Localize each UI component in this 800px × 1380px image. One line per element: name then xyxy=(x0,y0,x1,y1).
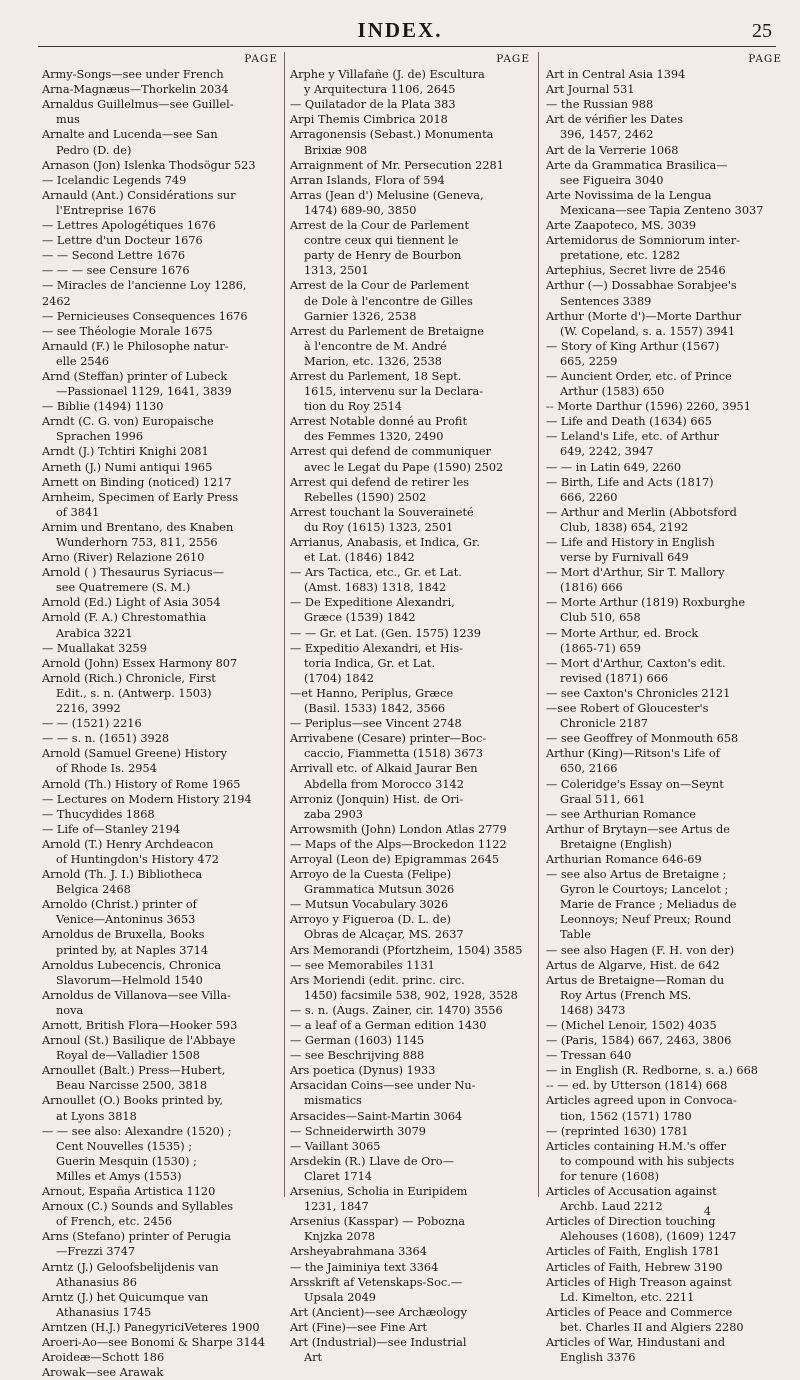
index-entry-line: Arowak—see Arawak xyxy=(42,1366,164,1380)
index-entry-line: Arnoullet (Balt.) Press—Hubert, xyxy=(42,1064,226,1078)
index-entry-line: — Auncient Order, etc. of Prince xyxy=(546,369,732,383)
index-entry-line: — see Arthurian Romance xyxy=(546,807,696,821)
index-entry-line: Arnoux (C.) Sounds and Syllables xyxy=(42,1200,234,1214)
index-entry-line: Arsheyabrahmana 3364 xyxy=(290,1245,427,1259)
index-entry-line: Arnason (Jon) Islenka Thodsögur 523 xyxy=(42,158,256,172)
index-entry-line: Club 510, 658 xyxy=(560,611,641,625)
index-entry-line: — Birth, Life and Acts (1817) xyxy=(546,475,714,489)
index-entry-line: Gyron le Courtoys; Lancelot ; xyxy=(560,883,729,897)
index-entry-line: — see Memorabiles 1131 xyxy=(290,958,435,972)
index-entry-line: Obras de Alcaçar, MS. 2637 xyxy=(304,928,464,942)
index-entry-line: contre ceux qui tiennent le xyxy=(304,234,459,248)
index-entry-line: y Arquitectura 1106, 2645 xyxy=(304,83,456,97)
index-entry-line: Arnott, British Flora—Hooker 593 xyxy=(42,1019,238,1032)
index-entry-line: Arnold ( ) Thesaurus Syriacus— xyxy=(42,566,225,580)
index-entry-line: Arsacidan Coins—see under Nu- xyxy=(290,1079,476,1093)
index-entry-line: Royal de—Valladier 1508 xyxy=(56,1049,200,1063)
index-entry-line: — Ars Tactica, etc., Gr. et Lat. xyxy=(290,566,462,580)
index-entry-line: Arna-Magnæus—Thorkelin 2034 xyxy=(42,83,229,97)
index-entry-line: 1313, 2501 xyxy=(304,264,369,278)
index-entry-line: — German (1603) 1145 xyxy=(290,1034,425,1048)
index-entry-line: — Life of—Stanley 2194 xyxy=(42,822,181,836)
index-entry-line: — Tressan 640 xyxy=(546,1049,632,1063)
index-entry-line: Arte Zaapoteco, MS. 3039 xyxy=(546,219,697,233)
index-entry-line: Art (Fine)—see Fine Art xyxy=(290,1320,428,1334)
index-entry-line: Slavorum—Helmold 1540 xyxy=(56,973,203,987)
index-entry-line: Arntzen (H.J.) PanegyriciVeteres 1900 xyxy=(42,1320,260,1334)
index-entry-line: Army-Songs—see under French xyxy=(42,68,224,82)
index-entry-line: Arnold (Ed.) Light of Asia 3054 xyxy=(42,596,221,610)
index-entry-line: Arthur (—) Dossabhae Sorabjee's xyxy=(546,279,737,293)
index-entry-line: (W. Copeland, s. a. 1557) 3941 xyxy=(560,324,736,338)
column-page-label: PAGE xyxy=(244,53,278,65)
index-entry-line: Arns (Stefano) printer of Perugia xyxy=(42,1230,231,1244)
index-entry-line: — Maps of the Alps—Brockedon 1122 xyxy=(290,837,507,851)
index-entry-line: Leonnoys; Neuf Preux; Round xyxy=(560,913,732,927)
index-entry-line: — Thucydides 1868 xyxy=(42,807,155,821)
index-entry-line: Archb. Laud 2212 xyxy=(560,1200,663,1214)
index-entry-line: — — see also: Alexandre (1520) ; xyxy=(42,1124,232,1138)
index-entry-line: Arnauld (F.) le Philosophe natur- xyxy=(42,339,229,353)
index-entry-line: Guerin Mesquin (1530) ; xyxy=(56,1154,197,1168)
index-entry-line: Arnoul (St.) Basilique de l'Abbaye xyxy=(42,1034,236,1048)
index-entry-line: mus xyxy=(56,113,80,127)
index-entry-line: of Rhode Is. 2954 xyxy=(56,762,157,776)
index-entry-line: — — — see Censure 1676 xyxy=(42,264,190,278)
index-entry-line: Graal 511, 661 xyxy=(560,792,646,806)
index-entry-line: (1865-71) 659 xyxy=(560,641,641,655)
index-entry-line: Arnold (Th.) History of Rome 1965 xyxy=(42,777,241,791)
index-entry-line: — Muallakat 3259 xyxy=(42,641,147,655)
index-column-2 xyxy=(290,52,530,1365)
index-entry-line: caccio, Fiammetta (1518) 3673 xyxy=(304,747,483,761)
index-entry-line: pretatione, etc. 1282 xyxy=(560,249,681,263)
index-entry-line: zaba 2903 xyxy=(304,807,363,821)
index-entry-line: see Quatremere (S. M.) xyxy=(56,581,191,595)
column-divider xyxy=(538,52,539,1197)
index-entry-line: Marie de France ; Meliadus de xyxy=(560,898,737,912)
index-entry-line: Arroyo y Figueroa (D. L. de) xyxy=(290,913,451,927)
index-entry-line: Artus de Algarve, Hist. de 642 xyxy=(546,958,720,972)
index-entry-line: —Passionael 1129, 1641, 3839 xyxy=(56,385,232,399)
index-entry-line: Articles of Peace and Commerce xyxy=(546,1305,733,1319)
index-entry-line: Art de vérifier les Dates xyxy=(546,113,683,127)
index-entry-line: Articles of High Treason against xyxy=(546,1275,732,1289)
index-entry-line: Arnoldo (Christ.) printer of xyxy=(42,898,197,912)
index-entry-line: Græce (1539) 1842 xyxy=(304,611,416,625)
index-entry-line: 1468) 3473 xyxy=(560,1003,626,1017)
column-page-label: PAGE xyxy=(496,53,530,65)
index-entry-line: Arphe y Villafañe (J. de) Escultura xyxy=(290,68,485,82)
index-entry-line: toria Indica, Gr. et Lat. xyxy=(304,656,436,670)
index-entry-line: elle 2546 xyxy=(56,354,109,368)
index-entry-line: — Periplus—see Vincent 2748 xyxy=(290,717,462,731)
index-entry-line: Abdella from Morocco 3142 xyxy=(304,777,464,791)
index-entry-line: Arrest qui defend de retirer les xyxy=(290,475,470,489)
index-entry-line: Arsenius (Kasspar) — Pobozna xyxy=(290,1215,465,1229)
index-entry-line: Edit., s. n. (Antwerp. 1503) xyxy=(56,686,212,700)
index-entry-line: Brixiæ 908 xyxy=(304,143,368,157)
index-entry-line: (Amst. 1683) 1318, 1842 xyxy=(304,581,447,595)
index-entry-line: Artus de Bretaigne—Roman du xyxy=(546,973,725,987)
index-entry-line: Art (Ancient)—see Archæology xyxy=(290,1305,468,1319)
index-entry-line: Arneth (J.) Numi antiqui 1965 xyxy=(42,460,213,474)
index-entry-line: Mexicana—see Tapia Zenteno 3037 xyxy=(560,203,764,217)
index-entry-line: Arras (Jean d') Melusine (Geneva, xyxy=(290,188,484,202)
index-entry-line: Bretaigne (English) xyxy=(560,837,672,851)
index-entry-line: Arntz (J.) Geloofsbelijdenis van xyxy=(42,1260,219,1274)
index-entry-line: Beau Narcisse 2500, 3818 xyxy=(56,1079,208,1093)
index-entry-line: Articles of War, Hindustani and xyxy=(546,1335,726,1349)
index-entry-line: Art xyxy=(304,1351,323,1365)
index-entry-line: Arrivall etc. of Alkaid Jaurar Ben xyxy=(290,762,478,776)
index-entry-line: Arnheim, Specimen of Early Press xyxy=(42,490,238,504)
index-entry-line: Arnold (T.) Henry Archdeacon xyxy=(42,837,214,851)
index-entry-line: — Expeditio Alexandri, et His- xyxy=(290,641,463,655)
index-entry-line: — see Théologie Morale 1675 xyxy=(42,324,213,338)
index-entry-line: — see Geoffrey of Monmouth 658 xyxy=(546,732,739,746)
index-entry-line: Arrivabene (Cesare) printer—Boc- xyxy=(290,732,487,746)
index-entry-line: Rebelles (1590) 2502 xyxy=(304,490,427,504)
index-entry-line: Arrest de la Cour de Parlement xyxy=(290,279,469,293)
index-entry-line: — Coleridge's Essay on—Seynt xyxy=(546,777,724,791)
index-entry-line: et Lat. (1846) 1842 xyxy=(304,551,415,565)
index-entry-line: Arnout, España Artistica 1120 xyxy=(42,1185,216,1199)
page-header xyxy=(0,12,800,44)
index-entry-line: Arnold (Samuel Greene) History xyxy=(42,747,227,761)
index-entry-line: Athanasius 1745 xyxy=(56,1305,152,1319)
index-entry-line: Pedro (D. de) xyxy=(56,143,132,157)
index-entry-line: Table xyxy=(560,928,591,942)
index-entry-line: —et Hanno, Periplus, Græce xyxy=(290,686,454,700)
index-entry-line: Arntz (J.) het Quicumque van xyxy=(42,1290,209,1304)
index-entry-line: Arroyo de la Cuesta (Felipe) xyxy=(290,868,452,882)
index-entry-line: de Dole à l'encontre de Gilles xyxy=(304,294,473,308)
index-entry-line: Arte da Grammatica Brasilica— xyxy=(546,158,728,172)
index-entry-line: Articles of Faith, English 1781 xyxy=(546,1245,721,1259)
index-entry-line: — (reprinted 1630) 1781 xyxy=(546,1124,689,1138)
index-entry-line: Aroeri-Ao—see Bonomi & Sharpe 3144 xyxy=(42,1335,266,1349)
index-entry-line: Arthur (King)—Ritson's Life of xyxy=(546,747,720,761)
index-entry-line: Articles of Faith, Hebrew 3190 xyxy=(546,1260,723,1274)
index-entry-line: Arnett on Binding (noticed) 1217 xyxy=(42,475,232,489)
index-entry-line: — Morte Arthur, ed. Brock xyxy=(546,626,699,640)
index-entry-line: Articles of Accusation against xyxy=(546,1185,717,1199)
index-entry-line: English 3376 xyxy=(560,1351,636,1365)
index-entry-line: of 3841 xyxy=(56,505,100,519)
index-entry-line: Arrest Notable donné au Profit xyxy=(290,415,467,429)
page-number: 25 xyxy=(752,20,772,42)
index-entry-line: — Mort d'Arthur, Sir T. Mallory xyxy=(546,566,725,580)
index-entry-line: to compound with his subjects xyxy=(560,1154,735,1168)
index-entry-line: Arthurian Romance 646-69 xyxy=(546,852,702,866)
index-entry-line: Sprachen 1996 xyxy=(56,430,144,444)
index-entry-line: Ars Memorandi (Pfortzheim, 1504) 3585 xyxy=(290,943,523,957)
index-entry-line: — a leaf of a German edition 1430 xyxy=(290,1019,487,1032)
index-entry-line: — — in Latin 649, 2260 xyxy=(546,460,682,474)
index-entry-line: avec le Legat du Pape (1590) 2502 xyxy=(304,460,504,474)
index-column-3 xyxy=(546,52,782,1365)
column-divider xyxy=(284,52,285,1197)
index-entry-line: -- — ed. by Utterson (1814) 668 xyxy=(546,1079,728,1093)
index-entry-line: Artephius, Secret livre de 2546 xyxy=(546,264,726,278)
index-entry-line: Garnier 1326, 2538 xyxy=(304,309,417,323)
index-entry-line: l'Entreprise 1676 xyxy=(56,203,156,217)
index-entry-line: — (Paris, 1584) 667, 2463, 3806 xyxy=(546,1034,732,1048)
index-entry-line: bet. Charles II and Algiers 2280 xyxy=(560,1320,744,1334)
index-entry-line: Claret 1714 xyxy=(304,1169,372,1183)
index-entry-line: Arrowsmith (John) London Atlas 2779 xyxy=(290,822,507,836)
index-entry-line: (1816) 666 xyxy=(560,581,623,595)
index-entry-line: Arsenius, Scholia in Euripidem xyxy=(290,1185,468,1199)
index-entry-line: Arnd (Steffan) printer of Lubeck xyxy=(42,369,228,383)
index-entry-line: Arnim und Brentano, des Knaben xyxy=(42,520,234,534)
index-entry-line: Athanasius 86 xyxy=(56,1275,137,1289)
index-entry-line: — see also Hagen (F. H. von der) xyxy=(546,943,735,957)
index-entry-line: Arroniz (Jonquin) Hist. de Ori- xyxy=(290,792,464,806)
index-entry-line: — — (1521) 2216 xyxy=(42,717,142,731)
index-entry-line: — Miracles de l'ancienne Loy 1286, 2462 xyxy=(42,279,247,308)
index-entry-line: -- Morte Darthur (1596) 2260, 3951 xyxy=(546,400,751,414)
index-entry-line: Arrest qui defend de communiquer xyxy=(290,445,491,459)
index-entry-line: Arrianus, Anabasis, et Indica, Gr. xyxy=(290,536,480,549)
index-entry-line: Arte Novissima de la Lengua xyxy=(546,188,712,202)
index-entry-line: Arnalte and Lucenda—see San xyxy=(42,128,218,142)
index-column-1 xyxy=(42,52,278,1380)
index-entry-line: Arrest de la Cour de Parlement xyxy=(290,219,469,233)
index-entry-line: 650, 2166 xyxy=(560,762,618,776)
index-entry-line: 1615, intervenu sur la Declara- xyxy=(304,385,484,399)
index-entry-line: Knjzka 2078 xyxy=(304,1230,376,1244)
index-entry-line: Venice—Antoninus 3653 xyxy=(56,913,196,927)
index-entry-line: Arndt (J.) Tchtiri Knighi 2081 xyxy=(42,445,209,459)
index-entry-line: Marion, etc. 1326, 2538 xyxy=(304,354,442,368)
index-entry-line: — Life and History in English xyxy=(546,536,715,549)
index-entry-line: Art (Industrial)—see Industrial xyxy=(290,1335,467,1349)
index-entry-line: Arpi Themis Cimbrica 2018 xyxy=(290,113,448,127)
index-entry-line: of French, etc. 2456 xyxy=(56,1215,173,1229)
index-entry-line: — Morte Arthur (1819) Roxburghe xyxy=(546,596,746,610)
index-entry-line: 1450) facsimile 538, 902, 1928, 3528 xyxy=(304,988,518,1002)
index-entry-line: see Figueira 3040 xyxy=(560,173,664,187)
index-entry-line: — Pernicieuses Consequences 1676 xyxy=(42,309,248,323)
index-entry-line: 1231, 1847 xyxy=(304,1200,369,1214)
index-entry-line: Arnold (John) Essex Harmony 807 xyxy=(42,656,238,670)
index-entry-line: Articles agreed upon in Convoca- xyxy=(546,1094,737,1108)
index-entry-line: —Frezzi 3747 xyxy=(56,1245,136,1259)
index-entry-line: Art de la Verrerie 1068 xyxy=(546,143,679,157)
index-entry-line: 396, 1457, 2462 xyxy=(560,128,654,142)
index-entry-line: Arthur (1583) 650 xyxy=(560,385,665,399)
index-entry-line: — Vaillant 3065 xyxy=(290,1139,381,1153)
index-entry-line: Arraignment of Mr. Persecution 2281 xyxy=(290,158,504,172)
index-entry-line: Arrest du Parlement de Bretaigne xyxy=(290,324,484,338)
index-entry-line: Arnoldus de Bruxella, Books xyxy=(42,928,205,942)
index-entry-line: Arno (River) Relazione 2610 xyxy=(42,551,205,565)
index-entry-line: — — Second Lettre 1676 xyxy=(42,249,186,263)
index-entry-line: of Huntingdon's History 472 xyxy=(56,852,219,866)
index-entry-line: Art Journal 531 xyxy=(546,83,635,97)
index-entry-line: Arnauld (Ant.) Considérations sur xyxy=(42,188,236,202)
index-entry-line: party de Henry de Bourbon xyxy=(304,249,462,263)
index-entry-line: Arthur of Brytayn—see Artus de xyxy=(546,822,730,836)
index-entry-line: Articles of Direction touching xyxy=(546,1215,716,1229)
index-entry-line: Arnoldus Lubecencis, Chronica xyxy=(42,958,222,972)
index-entry-line: Cent Nouvelles (1535) ; xyxy=(56,1139,193,1153)
index-entry-line: nova xyxy=(56,1003,84,1017)
index-entry-line: du Roy (1615) 1323, 2501 xyxy=(304,520,454,534)
index-entry-line: Arsdekin (R.) Llave de Oro— xyxy=(290,1154,454,1168)
index-entry-line: — De Expeditione Alexandri, xyxy=(290,596,455,610)
index-entry-line: Arran Islands, Flora of 594 xyxy=(290,173,445,187)
index-entry-line: — the Russian 988 xyxy=(546,98,654,112)
index-entry-line: — (Michel Lenoir, 1502) 4035 xyxy=(546,1019,717,1032)
index-entry-line: Club, 1838) 654, 2192 xyxy=(560,520,689,534)
index-entry-line: revised (1871) 666 xyxy=(560,671,669,685)
index-entry-line: — in English (R. Redborne, s. a.) 668 xyxy=(546,1064,758,1078)
index-entry-line: Arnaldus Guillelmus—see Guillel- xyxy=(42,98,234,112)
index-entry-line: — Biblie (1494) 1130 xyxy=(42,400,164,414)
index-entry-line: — Mutsun Vocabulary 3026 xyxy=(290,898,449,912)
index-entry-line: — see Caxton's Chronicles 2121 xyxy=(546,686,731,700)
index-entry-line: — — Gr. et Lat. (Gen. 1575) 1239 xyxy=(290,626,481,640)
index-entry-line: Roy Artus (French MS. xyxy=(560,988,692,1002)
index-entry-line: — Story of King Arthur (1567) xyxy=(546,339,720,353)
index-entry-line: tion du Roy 2514 xyxy=(304,400,402,414)
index-entry-line: Arnoullet (O.) Books printed by, xyxy=(42,1094,223,1108)
index-entry-line: Upsala 2049 xyxy=(304,1290,376,1304)
index-entry-line: Arroyal (Leon de) Epigrammas 2645 xyxy=(290,852,500,866)
index-entry-line: — Lectures on Modern History 2194 xyxy=(42,792,252,806)
index-entry-line: — Icelandic Legends 749 xyxy=(42,173,187,187)
index-entry-line: Wunderhorn 753, 811, 2556 xyxy=(56,536,218,549)
index-entry-line: des Femmes 1320, 2490 xyxy=(304,430,444,444)
index-entry-line: — Quilatador de la Plata 383 xyxy=(290,98,456,112)
index-entry-line: 649, 2242, 3947 xyxy=(560,445,654,459)
index-entry-line: Ars poetica (Dynus) 1933 xyxy=(290,1064,436,1078)
index-entry-line: Sentences 3389 xyxy=(560,294,652,308)
index-entry-line: Articles containing H.M.'s offer xyxy=(546,1139,727,1153)
index-entry-line: Artemidorus de Somniorum inter- xyxy=(546,234,740,248)
index-entry-line: for tenure (1608) xyxy=(560,1169,659,1183)
index-entry-line: — Life and Death (1634) 665 xyxy=(546,415,712,429)
index-entry-line: Arndt (C. G. von) Europaische xyxy=(42,415,214,429)
index-entry-line: Arrest touchant la Souveraineté xyxy=(290,505,474,519)
index-entry-line: Milles et Amys (1553) xyxy=(56,1169,182,1183)
index-entry-line: Chronicle 2187 xyxy=(560,717,648,731)
index-entry-line: — Schneiderwirth 3079 xyxy=(290,1124,426,1138)
header-rule xyxy=(38,46,776,47)
index-entry-line: Arnold (Th. J. I.) Bibliotheca xyxy=(42,868,203,882)
index-entry-line: tion, 1562 (1571) 1780 xyxy=(560,1109,692,1123)
index-entry-line: 1474) 689-90, 3850 xyxy=(304,203,417,217)
index-entry-line: — see also Artus de Bretaigne ; xyxy=(546,868,727,882)
index-entry-line: at Lyons 3818 xyxy=(56,1109,137,1123)
index-entry-line: 666, 2260 xyxy=(560,490,618,504)
index-entry-line: Arnold (F. A.) Chrestomathia xyxy=(42,611,207,625)
page-title: INDEX. xyxy=(357,18,443,42)
index-entry-line: — s. n. (Augs. Zainer, cir. 1470) 3556 xyxy=(290,1003,503,1017)
index-entry-line: Arnoldus de Villanova—see Villa- xyxy=(42,988,231,1002)
index-entry-line: printed by, at Naples 3714 xyxy=(56,943,209,957)
index-entry-line: Alehouses (1608), (1609) 1247 xyxy=(560,1230,737,1244)
index-entry-line: mismatics xyxy=(304,1094,362,1108)
index-entry-line: — Lettre d'un Docteur 1676 xyxy=(42,234,203,248)
index-entry-line: Aroideæ—Schott 186 xyxy=(42,1351,165,1365)
index-entry-line: — the Jaiminiya text 3364 xyxy=(290,1260,439,1274)
index-entry-line: — Lettres Apologétiques 1676 xyxy=(42,219,216,233)
index-entry-line: — — s. n. (1651) 3928 xyxy=(42,732,170,746)
column-page-label: PAGE xyxy=(748,53,782,65)
index-entry-line: — see Beschrijving 888 xyxy=(290,1049,425,1063)
index-entry-line: 2216, 3992 xyxy=(56,702,121,716)
index-entry-line: (Basil. 1533) 1842, 3566 xyxy=(304,702,446,716)
index-entry-line: Arabica 3221 xyxy=(56,626,133,640)
index-entry-line: Arsskrift af Vetenskaps-Soc.— xyxy=(290,1275,463,1289)
index-entry-line: —see Robert of Gloucester's xyxy=(546,702,709,716)
index-entry-line: Arthur (Morte d')—Morte Darthur xyxy=(546,309,741,323)
index-entry-line: Ld. Kimelton, etc. 2211 xyxy=(560,1290,695,1304)
index-entry-line: — Mort d'Arthur, Caxton's edit. xyxy=(546,656,726,670)
index-entry-line: Belgica 2468 xyxy=(56,883,131,897)
index-entry-line: — Leland's Life, etc. of Arthur xyxy=(546,430,719,444)
index-entry-line: Arnold (Rich.) Chronicle, First xyxy=(42,671,216,685)
index-entry-line: Arrest du Parlement, 18 Sept. xyxy=(290,369,462,383)
index-entry-line: Arragonensis (Sebast.) Monumenta xyxy=(290,128,494,142)
index-entry-line: Arsacides—Saint-Martin 3064 xyxy=(290,1109,463,1123)
index-entry-line: (1704) 1842 xyxy=(304,671,374,685)
index-entry-line: Ars Moriendi (edit. princ. circ. xyxy=(290,973,465,987)
index-entry-line: — Arthur and Merlin (Abbotsford xyxy=(546,505,737,519)
signature-mark: 4 xyxy=(704,1205,711,1218)
index-entry-line: 665, 2259 xyxy=(560,354,618,368)
index-entry-line: verse by Furnivall 649 xyxy=(560,551,689,565)
index-entry-line: Art in Central Asia 1394 xyxy=(546,68,686,82)
index-entry-line: Grammatica Mutsun 3026 xyxy=(304,883,455,897)
index-entry-line: à l'encontre de M. André xyxy=(304,339,447,353)
